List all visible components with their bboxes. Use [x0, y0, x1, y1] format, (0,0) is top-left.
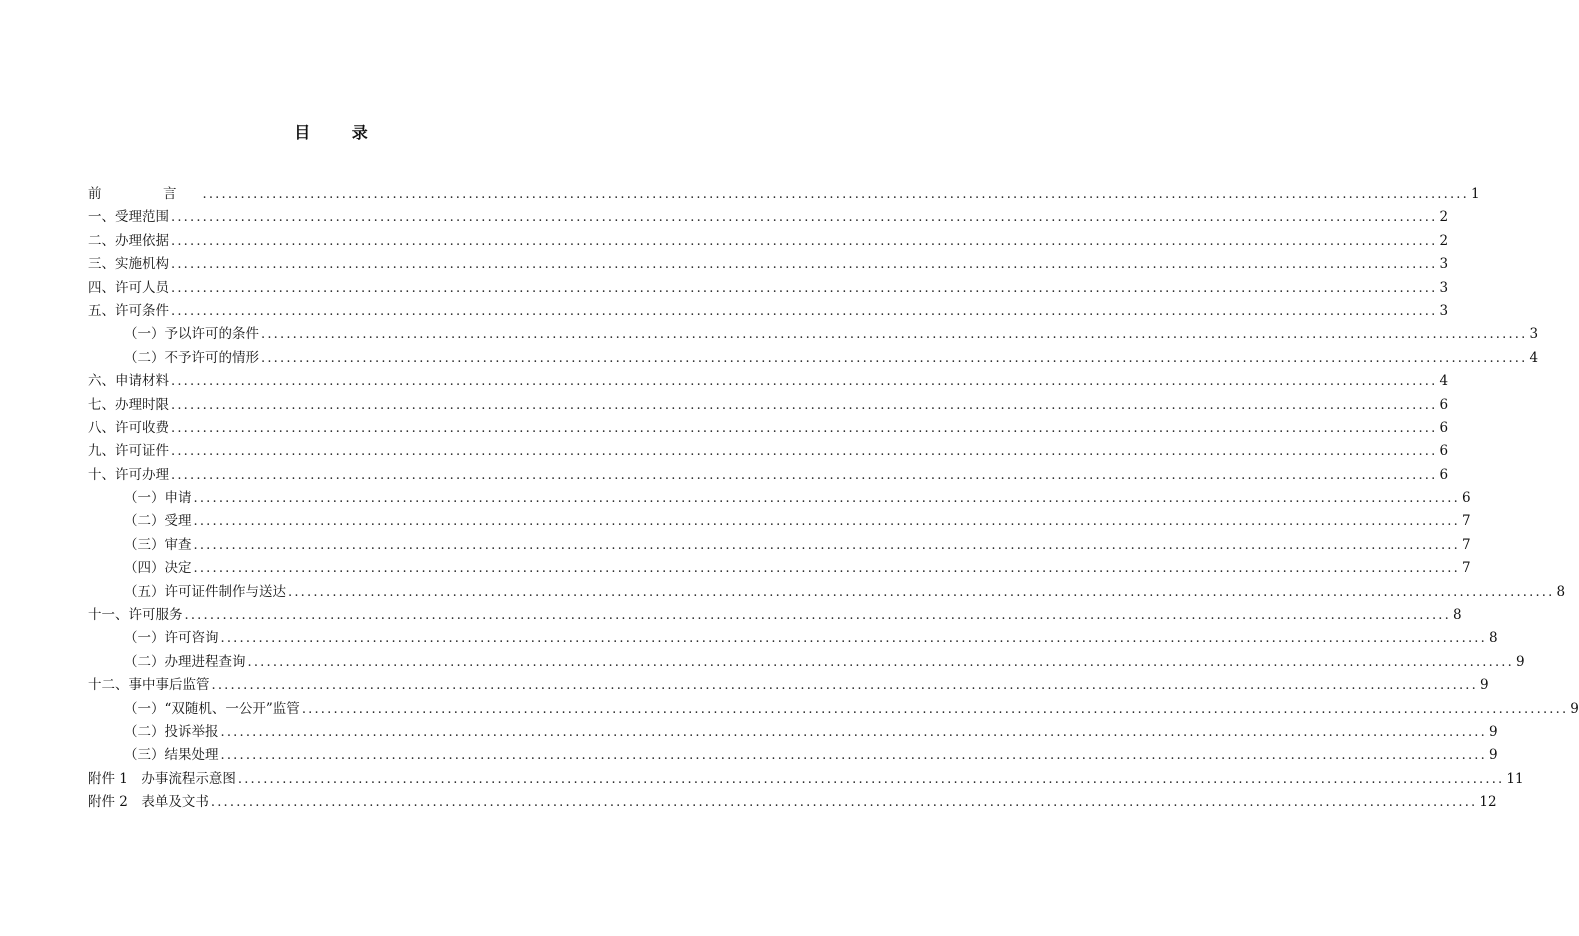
table-of-contents — [88, 183, 1579, 815]
toc-entry-label: （二）投诉举报 — [124, 723, 219, 740]
toc-dot-leader: ........................................................................................................................................................................................................ — [171, 444, 1438, 460]
toc-entry-page-number: 6 — [1439, 419, 1449, 436]
toc-entry[interactable] — [88, 464, 1449, 487]
toc-dot-leader: ........................................................................................................................................................................................................ — [171, 374, 1438, 390]
toc-entry-page-number: 9 — [1570, 700, 1579, 717]
toc-entry-page-number: 9 — [1479, 677, 1489, 694]
toc-dot-leader: ........................................................................................................................................................................................................ — [171, 420, 1438, 436]
toc-entry-page-number: 6 — [1439, 443, 1449, 460]
toc-entry[interactable] — [88, 347, 1539, 370]
toc-entry[interactable] — [88, 698, 1579, 721]
toc-entry-page-number: 9 — [1515, 653, 1525, 670]
toc-entry-page-number: 6 — [1461, 490, 1471, 507]
toc-entry-page-number: 7 — [1461, 536, 1471, 553]
toc-entry-label: 四、许可人员 — [88, 279, 169, 296]
toc-dot-leader: ........................................................................................................................................................................................................ — [210, 795, 1478, 811]
toc-entry-label: 三、实施机构 — [88, 256, 169, 273]
toc-entry-page-number: 7 — [1461, 513, 1471, 530]
toc-entry[interactable] — [88, 674, 1489, 697]
toc-entry-page-number: 12 — [1479, 794, 1497, 811]
toc-entry-page-number: 11 — [1506, 770, 1524, 787]
toc-entry[interactable] — [88, 394, 1449, 417]
toc-dot-leader: ........................................................................................................................................................................................................ — [193, 491, 1460, 507]
toc-entry[interactable] — [88, 370, 1449, 393]
toc-entry-label: 五、许可条件 — [88, 302, 169, 319]
toc-entry[interactable] — [88, 183, 1480, 206]
toc-entry-page-number: 9 — [1488, 723, 1498, 740]
toc-entry-label: （二）不予许可的情形 — [124, 349, 259, 366]
toc-entry-label: 十二、事中事后监管 — [88, 677, 210, 694]
toc-entry-label: 十一、许可服务 — [88, 607, 183, 624]
toc-entry-page-number: 3 — [1439, 279, 1449, 296]
toc-entry-label: 七、办理时限 — [88, 396, 169, 413]
toc-entry-label: （一）申请 — [124, 490, 192, 507]
toc-entry-page-number: 1 — [1470, 185, 1480, 202]
toc-dot-leader: ........................................................................................................................................................................................................ — [171, 280, 1438, 296]
toc-entry-page-number: 8 — [1488, 630, 1498, 647]
toc-entry-label: （二）办理进程查询 — [124, 653, 246, 670]
toc-entry-page-number: 3 — [1529, 326, 1539, 343]
toc-entry[interactable] — [88, 557, 1471, 580]
toc-entry[interactable] — [88, 627, 1498, 650]
toc-entry-label: 九、许可证件 — [88, 443, 169, 460]
toc-entry[interactable] — [88, 791, 1497, 814]
toc-dot-leader: ........................................................................................................................................................................................................ — [247, 654, 1514, 670]
toc-entry-label: 二、办理依据 — [88, 232, 169, 249]
toc-dot-leader: ........................................................................................................................................................................................................ — [220, 748, 1487, 764]
toc-entry[interactable] — [88, 604, 1462, 627]
toc-entry[interactable] — [88, 581, 1566, 604]
toc-dot-leader: ........................................................................................................................................................................................................ — [261, 350, 1528, 366]
toc-entry-page-number: 7 — [1461, 560, 1471, 577]
toc-entry[interactable] — [88, 510, 1471, 533]
toc-entry-page-number: 3 — [1439, 256, 1449, 273]
toc-entry[interactable] — [88, 744, 1498, 767]
toc-entry-label: 附件 2 表单及文书 — [88, 794, 209, 811]
page-title: 目 录 — [294, 123, 386, 142]
toc-entry[interactable] — [88, 721, 1498, 744]
toc-dot-leader: ........................................................................................................................................................................................................ — [211, 678, 1478, 694]
toc-entry-label: （四）决定 — [124, 560, 192, 577]
toc-entry[interactable] — [88, 417, 1449, 440]
toc-entry-label: （一）许可咨询 — [124, 630, 219, 647]
toc-entry-page-number: 6 — [1439, 396, 1449, 413]
toc-entry-page-number: 6 — [1439, 466, 1449, 483]
toc-dot-leader: ........................................................................................................................................................................................................ — [171, 467, 1438, 483]
toc-dot-leader: ........................................................................................................................................................................................................ — [193, 514, 1460, 530]
toc-entry-page-number: 8 — [1556, 583, 1566, 600]
toc-entry-label: （三）审查 — [124, 536, 192, 553]
toc-dot-leader: ........................................................................................................................................................................................................ — [171, 210, 1438, 226]
toc-entry-label: 附件 1 办事流程示意图 — [88, 770, 236, 787]
toc-dot-leader: ........................................................................................................................................................................................................ — [301, 701, 1569, 717]
toc-entry[interactable] — [88, 487, 1471, 510]
toc-entry[interactable] — [88, 230, 1449, 253]
toc-entry-page-number: 3 — [1439, 302, 1449, 319]
toc-dot-leader: ........................................................................................................................................................................................................ — [261, 327, 1528, 343]
toc-dot-leader: ........................................................................................................................................................................................................ — [193, 537, 1460, 553]
toc-dot-leader: ........................................................................................................................................................................................................ — [171, 233, 1438, 249]
toc-entry-page-number: 4 — [1439, 373, 1449, 390]
toc-dot-leader: ........................................................................................................................................................................................................ — [288, 584, 1555, 600]
toc-entry[interactable] — [88, 253, 1449, 276]
toc-dot-leader: ........................................................................................................................................................................................................ — [171, 397, 1438, 413]
toc-dot-leader: ........................................................................................................................................................................................................ — [237, 771, 1505, 787]
toc-entry-label: 前 言 — [88, 185, 201, 202]
toc-dot-leader: ........................................................................................................................................................................................................ — [184, 608, 1451, 624]
toc-entry-label: 一、受理范围 — [88, 209, 169, 226]
toc-entry-label: （三）结果处理 — [124, 747, 219, 764]
toc-entry-label: （二）受理 — [124, 513, 192, 530]
toc-entry[interactable] — [88, 651, 1525, 674]
toc-entry[interactable] — [88, 277, 1449, 300]
toc-entry[interactable] — [88, 768, 1524, 791]
toc-dot-leader: ........................................................................................................................................................................................................ — [202, 187, 1469, 202]
toc-dot-leader: ........................................................................................................................................................................................................ — [171, 303, 1438, 319]
toc-dot-leader: ........................................................................................................................................................................................................ — [220, 724, 1487, 740]
toc-dot-leader: ........................................................................................................................................................................................................ — [171, 257, 1438, 273]
toc-entry-page-number: 4 — [1529, 349, 1539, 366]
toc-entry-label: 十、许可办理 — [88, 466, 169, 483]
toc-dot-leader: ........................................................................................................................................................................................................ — [220, 631, 1487, 647]
toc-entry-label: （一）“双随机、一公开”监管 — [124, 700, 300, 717]
toc-entry-page-number: 9 — [1488, 747, 1498, 764]
toc-entry[interactable] — [88, 206, 1449, 229]
toc-entry[interactable] — [88, 300, 1449, 323]
toc-entry-label: （一）予以许可的条件 — [124, 326, 259, 343]
toc-entry-page-number: 2 — [1439, 209, 1449, 226]
toc-entry-page-number: 2 — [1439, 232, 1449, 249]
toc-entry[interactable] — [88, 323, 1539, 346]
toc-entry-label: 六、申请材料 — [88, 373, 169, 390]
toc-dot-leader: ........................................................................................................................................................................................................ — [193, 561, 1460, 577]
toc-entry-label: 八、许可收费 — [88, 419, 169, 436]
toc-entry-label: （五）许可证件制作与送达 — [124, 583, 286, 600]
toc-entry[interactable] — [88, 534, 1471, 557]
toc-entry[interactable] — [88, 440, 1449, 463]
toc-entry-page-number: 8 — [1452, 607, 1462, 624]
